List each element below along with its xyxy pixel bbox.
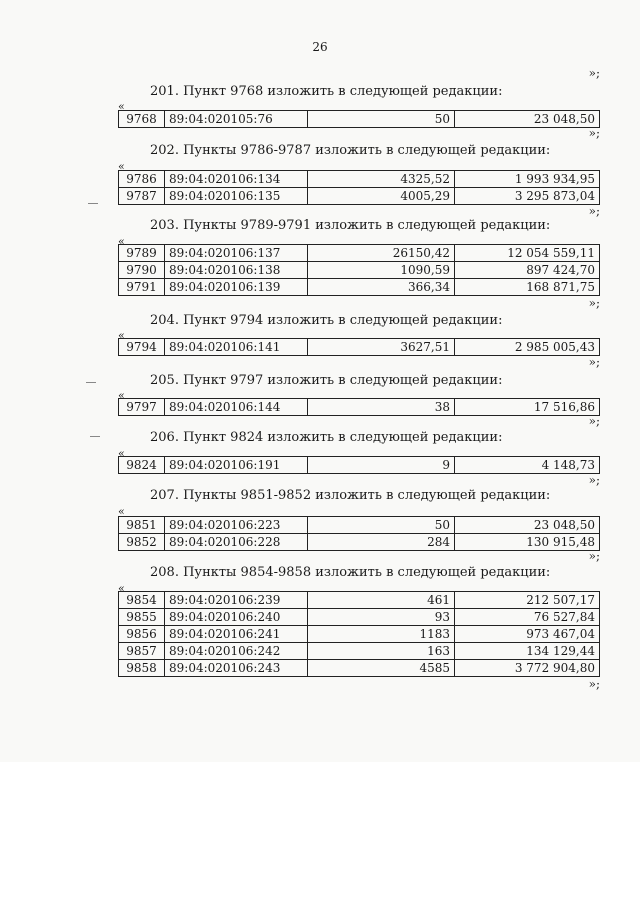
value-cell: 973 467,04 <box>455 626 600 643</box>
closing-quote: »; <box>588 204 600 218</box>
value-cell: 134 129,44 <box>455 643 600 660</box>
value-cell: 17 516,86 <box>455 399 600 416</box>
item-number-cell: 9797 <box>119 399 165 416</box>
table-row <box>119 111 600 128</box>
value-cell: 23 048,50 <box>455 111 600 128</box>
section-heading: 204. Пункт 9794 изложить в следующей редакции: <box>150 313 503 328</box>
section-table <box>118 456 600 474</box>
cadastral-number-cell: 89:04:020106:135 <box>165 188 308 205</box>
value-cell: 3 295 873,04 <box>455 188 600 205</box>
cadastral-number-cell: 89:04:020106:141 <box>165 339 308 356</box>
closing-quote: »; <box>588 414 600 428</box>
scan-mark <box>88 203 98 204</box>
closing-quote: »; <box>588 549 600 563</box>
section-heading: 207. Пункты 9851-9852 изложить в следующей редакции: <box>150 488 551 503</box>
value-cell: 212 507,17 <box>455 592 600 609</box>
item-number-cell: 9787 <box>119 188 165 205</box>
area-cell: 3627,51 <box>308 339 455 356</box>
section-heading: 205. Пункт 9797 изложить в следующей редакции: <box>150 373 503 388</box>
table-row <box>119 592 600 609</box>
closing-quote: »; <box>588 677 600 691</box>
item-number-cell: 9852 <box>119 534 165 551</box>
cadastral-number-cell: 89:04:020106:134 <box>165 171 308 188</box>
item-number-cell: 9824 <box>119 457 165 474</box>
value-cell: 897 424,70 <box>455 262 600 279</box>
section-heading: 208. Пункты 9854-9858 изложить в следующей редакции: <box>150 565 551 580</box>
table-row <box>119 279 600 296</box>
area-cell: 4325,52 <box>308 171 455 188</box>
cadastral-number-cell: 89:04:020106:223 <box>165 517 308 534</box>
table-row <box>119 339 600 356</box>
opening-quote: « <box>118 235 125 248</box>
section-table <box>118 338 600 356</box>
opening-quote: « <box>118 329 125 342</box>
cadastral-number-cell: 89:04:020106:228 <box>165 534 308 551</box>
opening-quote: « <box>118 505 125 518</box>
area-cell: 1183 <box>308 626 455 643</box>
table-row <box>119 643 600 660</box>
section-heading: 201. Пункт 9768 изложить в следующей редакции: <box>150 84 503 99</box>
section-table <box>118 110 600 128</box>
item-number-cell: 9794 <box>119 339 165 356</box>
item-number-cell: 9851 <box>119 517 165 534</box>
cadastral-number-cell: 89:04:020106:240 <box>165 609 308 626</box>
opening-quote: « <box>118 160 125 173</box>
table-row <box>119 457 600 474</box>
value-cell: 76 527,84 <box>455 609 600 626</box>
page-number: 26 <box>312 40 328 54</box>
area-cell: 4005,29 <box>308 188 455 205</box>
cadastral-number-cell: 89:04:020106:144 <box>165 399 308 416</box>
table-row <box>119 626 600 643</box>
item-number-cell: 9856 <box>119 626 165 643</box>
table-row <box>119 399 600 416</box>
area-cell: 163 <box>308 643 455 660</box>
cadastral-number-cell: 89:04:020106:243 <box>165 660 308 677</box>
item-number-cell: 9791 <box>119 279 165 296</box>
closing-quote: »; <box>588 355 600 369</box>
item-number-cell: 9790 <box>119 262 165 279</box>
closing-quote: »; <box>588 66 600 80</box>
area-cell: 1090,59 <box>308 262 455 279</box>
value-cell: 4 148,73 <box>455 457 600 474</box>
table-row <box>119 262 600 279</box>
table-row <box>119 188 600 205</box>
value-cell: 23 048,50 <box>455 517 600 534</box>
section-table <box>118 244 600 296</box>
value-cell: 1 993 934,95 <box>455 171 600 188</box>
table-row <box>119 534 600 551</box>
cadastral-number-cell: 89:04:020106:242 <box>165 643 308 660</box>
item-number-cell: 9786 <box>119 171 165 188</box>
opening-quote: « <box>118 582 125 595</box>
value-cell: 2 985 005,43 <box>455 339 600 356</box>
opening-quote: « <box>118 447 125 460</box>
section-heading: 203. Пункты 9789-9791 изложить в следующей редакции: <box>150 218 551 233</box>
item-number-cell: 9854 <box>119 592 165 609</box>
section-heading: 206. Пункт 9824 изложить в следующей редакции: <box>150 430 503 445</box>
item-number-cell: 9855 <box>119 609 165 626</box>
item-number-cell: 9789 <box>119 245 165 262</box>
table-row <box>119 245 600 262</box>
section-table <box>118 591 600 677</box>
table-row <box>119 517 600 534</box>
area-cell: 461 <box>308 592 455 609</box>
closing-quote: »; <box>588 126 600 140</box>
table-row <box>119 660 600 677</box>
value-cell: 12 054 559,11 <box>455 245 600 262</box>
area-cell: 26150,42 <box>308 245 455 262</box>
area-cell: 38 <box>308 399 455 416</box>
table-row <box>119 171 600 188</box>
item-number-cell: 9857 <box>119 643 165 660</box>
closing-quote: »; <box>588 473 600 487</box>
value-cell: 3 772 904,80 <box>455 660 600 677</box>
item-number-cell: 9768 <box>119 111 165 128</box>
scan-mark <box>86 382 96 383</box>
area-cell: 93 <box>308 609 455 626</box>
cadastral-number-cell: 89:04:020106:139 <box>165 279 308 296</box>
section-table <box>118 516 600 551</box>
area-cell: 284 <box>308 534 455 551</box>
section-table <box>118 170 600 205</box>
cadastral-number-cell: 89:04:020106:137 <box>165 245 308 262</box>
value-cell: 168 871,75 <box>455 279 600 296</box>
area-cell: 50 <box>308 517 455 534</box>
area-cell: 9 <box>308 457 455 474</box>
cadastral-number-cell: 89:04:020106:239 <box>165 592 308 609</box>
cadastral-number-cell: 89:04:020106:241 <box>165 626 308 643</box>
cadastral-number-cell: 89:04:020105:76 <box>165 111 308 128</box>
area-cell: 4585 <box>308 660 455 677</box>
section-heading: 202. Пункты 9786-9787 изложить в следующей редакции: <box>150 143 551 158</box>
table-row <box>119 609 600 626</box>
closing-quote: »; <box>588 296 600 310</box>
opening-quote: « <box>118 389 125 402</box>
item-number-cell: 9858 <box>119 660 165 677</box>
section-table <box>118 398 600 416</box>
cadastral-number-cell: 89:04:020106:191 <box>165 457 308 474</box>
area-cell: 50 <box>308 111 455 128</box>
value-cell: 130 915,48 <box>455 534 600 551</box>
opening-quote: « <box>118 100 125 113</box>
area-cell: 366,34 <box>308 279 455 296</box>
cadastral-number-cell: 89:04:020106:138 <box>165 262 308 279</box>
scan-mark <box>90 436 100 437</box>
